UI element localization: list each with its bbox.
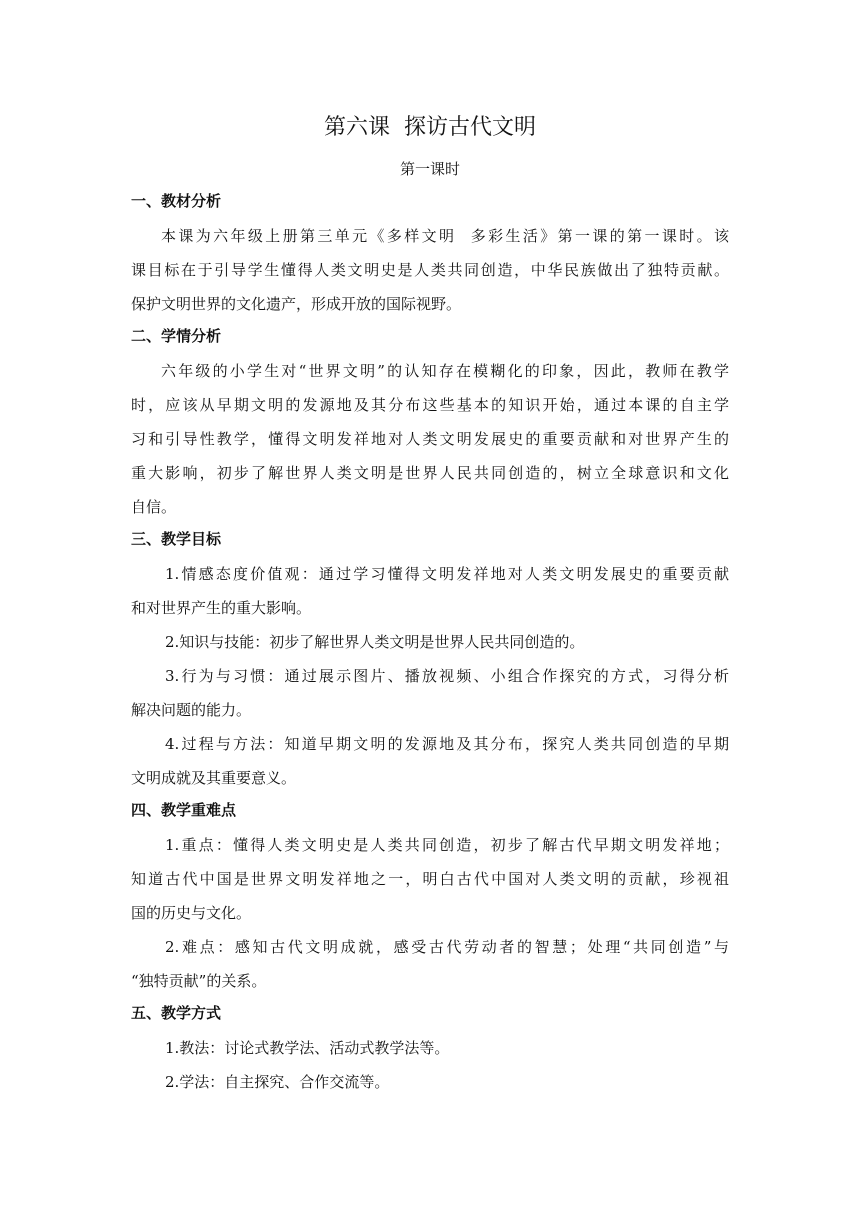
paragraph-line: 重大影响，初步了解世界人类文明是世界人民共同创造的，树立全球意识和文化 — [131, 464, 729, 482]
paragraph-line: 六年级的小学生对“世界文明”的认知存在模糊化的印象，因此，教师在教学 — [161, 362, 729, 380]
paragraph-line: “独特贡献”的关系。 — [131, 972, 267, 990]
paragraph-line: 课目标在于引导学生懂得人类文明史是人类共同创造，中华民族做出了独特贡献。 — [131, 261, 729, 279]
paragraph-line: 时，应该从早期文明的发源地及其分布这些基本的知识开始，通过本课的自主学 — [131, 396, 729, 414]
section-heading: 三、教学目标 — [131, 530, 222, 548]
paragraph-line: 知道古代中国是世界文明发祥地之一，明白古代中国对人类文明的贡献，珍视祖 — [131, 870, 729, 888]
paragraph-line: 4.过程与方法：知道早期文明的发源地及其分布，探究人类共同创造的早期 — [165, 735, 729, 753]
paragraph-line: 文明成就及其重要意义。 — [131, 769, 297, 787]
section-heading: 一、教材分析 — [131, 192, 222, 210]
paragraph-line: 2.学法：自主探究、合作交流等。 — [165, 1073, 390, 1091]
paragraph-line: 国的历史与文化。 — [131, 904, 252, 922]
section-heading: 四、教学重难点 — [131, 801, 237, 819]
paragraph-line: 3.行为与习惯：通过展示图片、播放视频、小组合作探究的方式，习得分析 — [165, 667, 729, 685]
paragraph-line: 自信。 — [131, 498, 177, 516]
paragraph-line: 保护文明世界的文化遗产，形成开放的国际视野。 — [131, 295, 462, 313]
paragraph-line: 1.重点：懂得人类文明史是人类共同创造，初步了解古代早期文明发祥地； — [165, 836, 729, 854]
paragraph-line: 2.知识与技能：初步了解世界人类文明是世界人民共同创造的。 — [165, 633, 585, 651]
paragraph-line: 1.情感态度价值观：通过学习懂得文明发祥地对人类文明发展史的重要贡献 — [165, 565, 729, 583]
paragraph-line: 和对世界产生的重大影响。 — [131, 599, 312, 617]
paragraph-line: 2.难点：感知古代文明成就，感受古代劳动者的智慧；处理“共同创造”与 — [165, 938, 729, 956]
paragraph-line: 1.教法：讨论式教学法、活动式教学法等。 — [165, 1039, 450, 1057]
paragraph-line: 习和引导性教学，懂得文明发祥地对人类文明发展史的重要贡献和对世界产生的 — [131, 430, 729, 448]
paragraph-line: 解决问题的能力。 — [131, 701, 252, 719]
document-subtitle: 第一课时 — [399, 160, 460, 178]
section-heading: 二、学情分析 — [131, 327, 222, 345]
document-title: 第六课 探访古代文明 — [324, 115, 536, 140]
paragraph-line: 本课为六年级上册第三单元《多样文明 多彩生活》第一课的第一课时。该 — [161, 227, 729, 245]
section-heading: 五、教学方式 — [131, 1004, 222, 1022]
